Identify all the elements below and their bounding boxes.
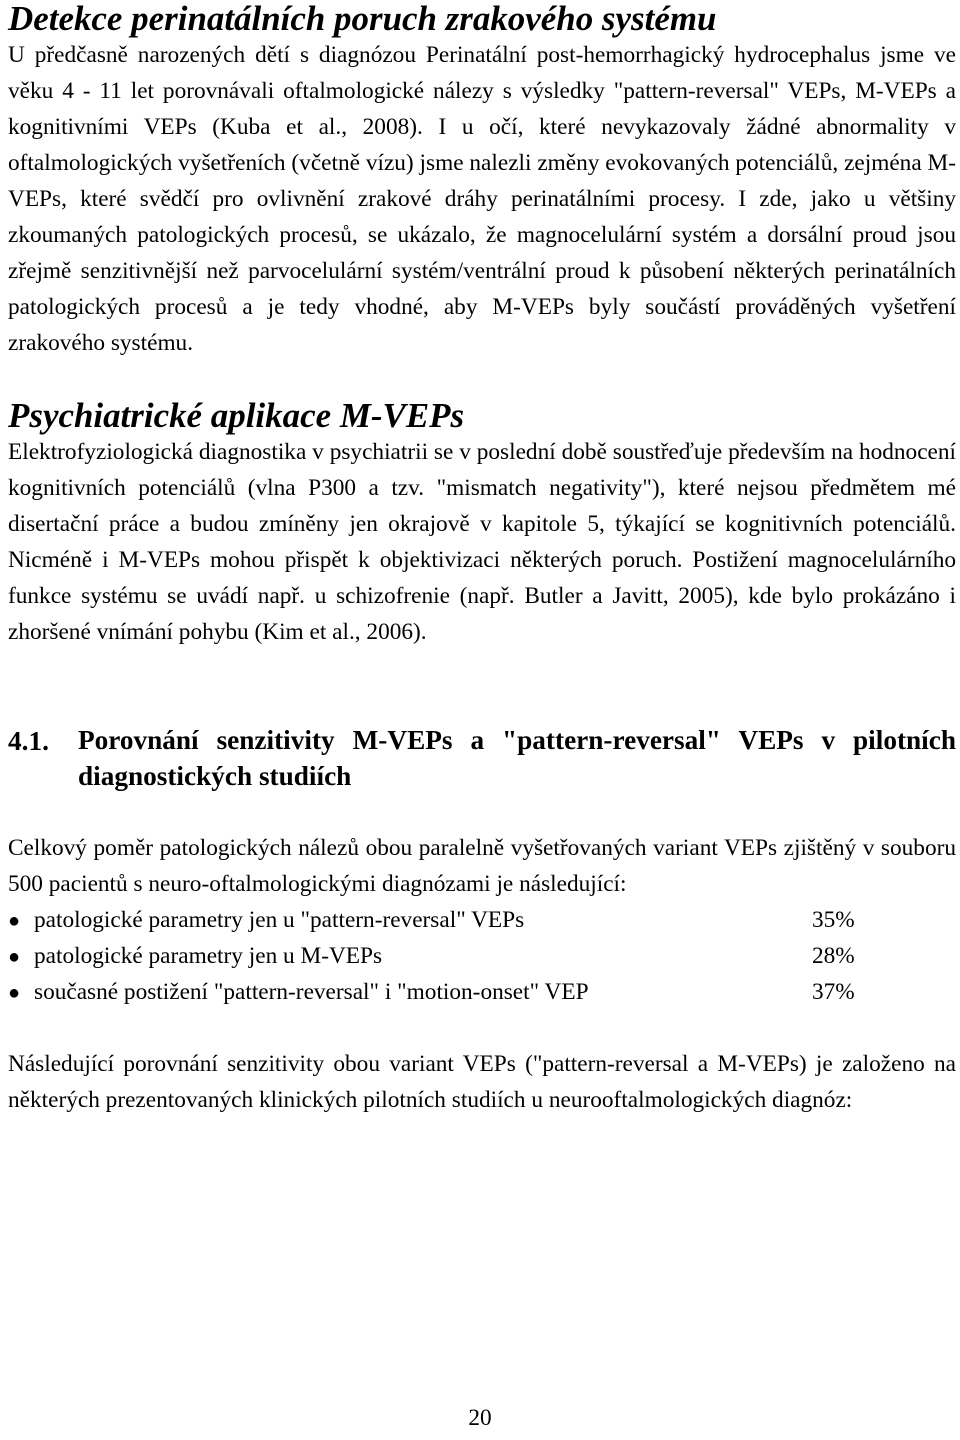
intro-paragraph: Celkový poměr patologických nálezů obou paralelně vyšetřovaných variant VEPs zjištěný v souboru 500 pacientů s neuro-oftalmologickými diagnózami je následující:: [8, 835, 956, 897]
paragraph-perinatal: U předčasně narozených dětí s diagnózou Perinatální post-hemorrhagický hydrocephalus jsme ve věku 4 - 11 let porovnávali oftalmologické nálezy s výsledky "pattern-reversal" VEPs, M-VEPs a kognitivními VEPs (Kuba et al., 2008). I u očí, které nevykazovaly žádné abnormality v oftalmologických vyšetřeních (včetně vízu) jsme nalezli změny evokovaných potenciálů, zejména M-VEPs, které svědčí pro ovlivnění zrakové dráhy perinatálními procesy. I zde, jako u většiny zkoumaných patologických procesů, se ukázalo, že magnocelulární systém a dorsální proud jsou zřejmě senzitivnější než parvocelulární systém/ventrální proud k působení některých perinatálních patologických procesů a je tedy vhodné, aby M-VEPs byly součástí prováděných vyšetření zrakového systému.: [8, 42, 956, 356]
section-heading-perinatal: Detekce perinatálních poruch zrakového systému: [8, 0, 717, 38]
section-heading-psychiatric: Psychiatrické aplikace M-VEPs: [8, 396, 465, 435]
finding-percent: 35%: [812, 907, 855, 933]
finding-percent: 28%: [812, 943, 855, 969]
chapter-heading: [8, 722, 956, 794]
chapter-title: Porovnání senzitivity M-VEPs a "pattern-reversal" VEPs v pilotních diagnostických studiích: [78, 725, 956, 791]
spacer: [8, 361, 956, 397]
findings-list: [8, 902, 956, 1010]
finding-label: patologické parametry jen u M-VEPs: [34, 943, 383, 969]
list-item: [8, 902, 956, 938]
finding-label: patologické parametry jen u "pattern-reversal" VEPs: [34, 907, 525, 933]
finding-percent: 37%: [812, 979, 855, 1005]
spacer: [8, 650, 956, 722]
list-item: [8, 974, 956, 1010]
bullet-icon: ●: [8, 910, 21, 932]
bullet-icon: ●: [8, 946, 21, 968]
list-item: [8, 938, 956, 974]
finding-label: současné postižení "pattern-reversal" i "motion-onset" VEP: [34, 979, 589, 1005]
spacer: [8, 1010, 956, 1046]
closing-paragraph: Následující porovnání senzitivity obou variant VEPs ("pattern-reversal a M-VEPs) je založeno na některých prezentovaných klinických pilotních studiích u neurooftalmologických diagnóz:: [8, 1051, 956, 1113]
page-number: 20: [468, 1405, 492, 1431]
spacer: [8, 794, 956, 830]
paragraph-psychiatric: Elektrofyziologická diagnostika v psychiatrii se v poslední době soustřeďuje především na hodnocení kognitivních potenciálů (vlna P300 a tzv. "mismatch negativity"), které nejsou předmětem mé disertační práce a budou zmíněny jen okrajově v kapitole 5, týkající se kognitivních potenciálů. Nicméně i M-VEPs mohou přispět k objektivizaci některých poruch. Postižení magnocelulárního funkce systému se uvádí např. u schizofrenie (např. Butler a Javitt, 2005), kde bylo prokázáno i zhoršené vnímání pohybu (Kim et al., 2006).: [8, 439, 956, 645]
chapter-number: 4.1.: [8, 726, 49, 756]
document-page: [8, 0, 956, 1118]
bullet-icon: ●: [8, 982, 21, 1004]
